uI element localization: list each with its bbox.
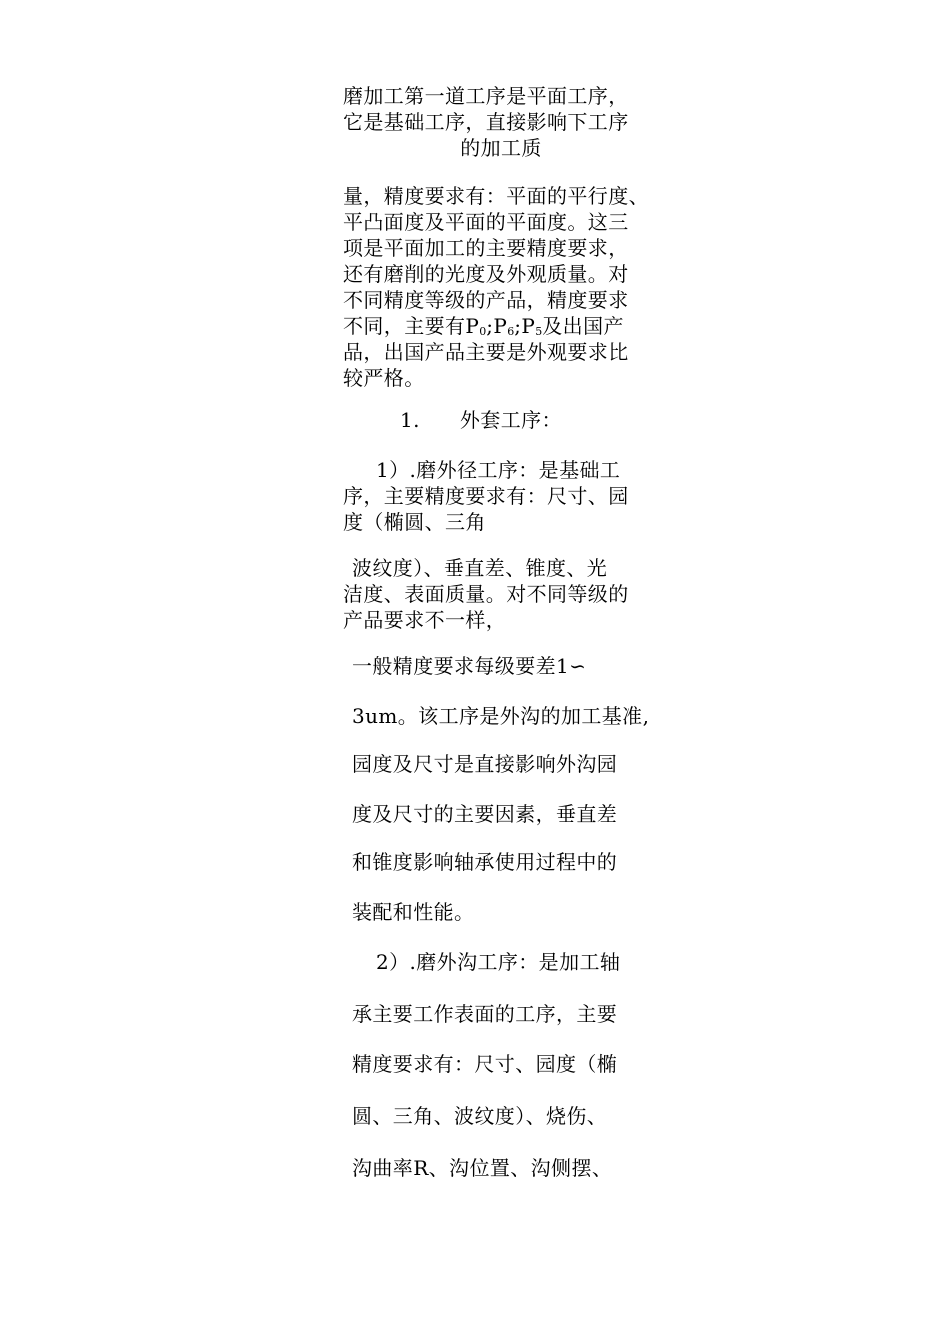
para1-line-6-c: ;P	[514, 314, 536, 338]
item1-line-4: 波纹度）、垂直差、锥度、光	[352, 556, 608, 580]
item2-line-3: 精度要求有：尺寸、园度（椭	[352, 1052, 618, 1076]
para1-line-3: 项是平面加工的主要精度要求，	[343, 236, 629, 260]
para1-line-6-b: ;P	[486, 314, 508, 338]
item1-line-1: 1）.磨外径工序：是基础工	[376, 458, 621, 482]
item1-line-8: 3um。该工序是外沟的加工基准,	[352, 704, 650, 728]
item2-line-4: 圆、三角、波纹度）、烧伤、	[352, 1104, 608, 1128]
para1-line-1: 量，精度要求有：平面的平行度、	[343, 184, 649, 208]
item1-line-3: 度（椭圆、三角	[343, 510, 486, 534]
para1-line-4: 还有磨削的光度及外观质量。对	[343, 262, 629, 286]
section-heading	[400, 408, 740, 432]
item2-line-1: 2）.磨外沟工序：是加工轴	[376, 950, 621, 974]
item1-line-11: 和锥度影响轴承使用过程中的	[352, 850, 618, 874]
intro-line-1: 磨加工第一道工序是平面工序，	[343, 84, 629, 108]
para1-line-6-d: 及出国产	[542, 314, 624, 338]
section-title: 外套工序：	[459, 408, 562, 432]
item1-line-9: 园度及尺寸是直接影响外沟园	[352, 752, 618, 776]
para1-line-8: 较严格。	[343, 366, 425, 390]
item1-line-10: 度及尺寸的主要因素，垂直差	[352, 802, 618, 826]
subscript-p5: 5	[535, 325, 543, 338]
intro-line-2: 它是基础工序，直接影响下工序	[343, 110, 629, 134]
item1-line-2: 序，主要精度要求有：尺寸、园	[343, 484, 629, 508]
para1-line-7: 品，出国产品主要是外观要求比	[343, 340, 629, 364]
section-number: 1.	[400, 408, 420, 432]
intro-line-3: 的加工质	[460, 136, 542, 160]
para1-line-6-a: 不同，主要有P	[343, 314, 480, 338]
item1-line-5: 洁度、表面质量。对不同等级的	[343, 582, 629, 606]
para1-line-2: 平凸面度及平面的平面度。这三	[343, 210, 629, 234]
item2-line-5: 沟曲率R、沟位置、沟侧摆、	[352, 1156, 613, 1180]
item2-line-2: 承主要工作表面的工序，主要	[352, 1002, 618, 1026]
subscript-p0: 0	[479, 325, 487, 338]
item1-line-7: 一般精度要求每级要差1∽	[352, 654, 587, 678]
para1-line-5: 不同精度等级的产品，精度要求	[343, 288, 629, 312]
item1-line-12: 装配和性能。	[352, 900, 475, 924]
subscript-p6: 6	[507, 325, 515, 338]
item1-line-6: 产品要求不一样，	[343, 608, 507, 632]
